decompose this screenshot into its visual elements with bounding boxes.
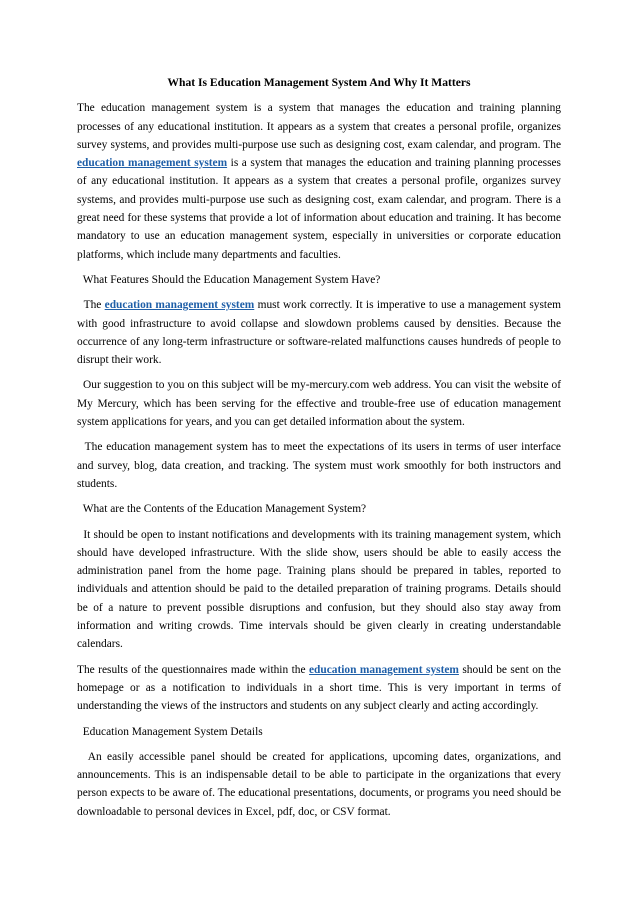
- section-heading-contents: [77, 500, 561, 518]
- heading-text: What are the Contents of the Education Management System?: [82, 503, 367, 516]
- text-span: An easily accessible panel should be created for applications, upcoming dates, organizations, and announcements. This is an indispensable detail to be able to participate in the organizations that every person expects to be aware of. The educational presentations, documents, or programs you need should be downloadable to personal devices in Excel, pdf, doc, or CSV format.: [77, 750, 561, 818]
- text-span: should be sent on the homepage or as a notification to individuals in a short time. This is very important in terms of understanding the views of the instructors and students on any subject clearly and acting accordingly.: [77, 663, 561, 713]
- paragraph-intro: [77, 99, 561, 264]
- paragraph-features: [77, 296, 561, 369]
- text-span: Our suggestion to you on this subject will be my-mercury.com web address. You can visit the website of My Mercury, which has been serving for the effective and trouble-free use of education management system applications for years, and you can get detailed information about the system.: [77, 379, 562, 429]
- section-heading-features: [77, 271, 561, 289]
- text-span: must work correctly. It is imperative to use a management system with good infrastructure to avoid collapse and slowdown problems caused by densities. Because the occurrence of any long-term infrastructure or software-related malfunctions causes hundreds of people to disrupt their work.: [77, 299, 562, 367]
- education-management-system-link[interactable]: education management system: [309, 663, 459, 676]
- paragraph-questionnaires: [77, 661, 561, 716]
- paragraph-details: [77, 748, 561, 821]
- heading-text: Education Management System Details: [82, 725, 263, 738]
- text-span: The education management system has to meet the expectations of its users in terms of user interface and survey, blog, data creation, and tracking. The system must work smoothly for both instructors and students.: [77, 441, 561, 490]
- paragraph-expectations: [77, 438, 561, 493]
- text-span: The results of the questionnaires made within the: [77, 663, 309, 676]
- paragraph-contents: [77, 526, 561, 654]
- text-span: It should be open to instant notifications and developments with its training management system, which should have developed infrastructure. With the slide show, users should be able to easily access the administration panel from the home page. Training plans should be prepared in tables, reported to individuals and attention should be paid to the detailed preparation of training programs. Details should be of a nature to prevent possible disruptions and confusion, but they should also stay away from information and writing crowds. Time intervals should be given clearly in creating understandable calendars.: [77, 528, 561, 651]
- document-body: [77, 74, 561, 828]
- text-span: The: [83, 299, 105, 312]
- education-management-system-link[interactable]: education management system: [77, 157, 228, 170]
- page-title: What Is Education Management System And Why It Matters: [167, 76, 471, 89]
- heading-text: What Features Should the Education Management System Have?: [82, 273, 381, 286]
- education-management-system-link[interactable]: education management system: [104, 299, 255, 312]
- section-heading-details: [77, 723, 561, 741]
- text-span: is a system that manages the education and training planning processes of any educational institution. It appears as a system that creates a personal profile, organizes survey systems, and provides multi-purpose use such as designing cost, exam calendar, and program. There is a great need for these systems that provide a lot of information about education and training. It has become mandatory to use an education management system, especially in universities or corporate education platforms, which include many departments and faculties.: [77, 157, 561, 261]
- paragraph-suggestion: [77, 376, 561, 431]
- text-span: The education management system is a system that manages the education and training planning processes of any educational institution. It appears as a system that creates a personal profile, organizes survey systems, and provides multi-purpose use such as designing cost, exam calendar, and program. The: [77, 102, 561, 151]
